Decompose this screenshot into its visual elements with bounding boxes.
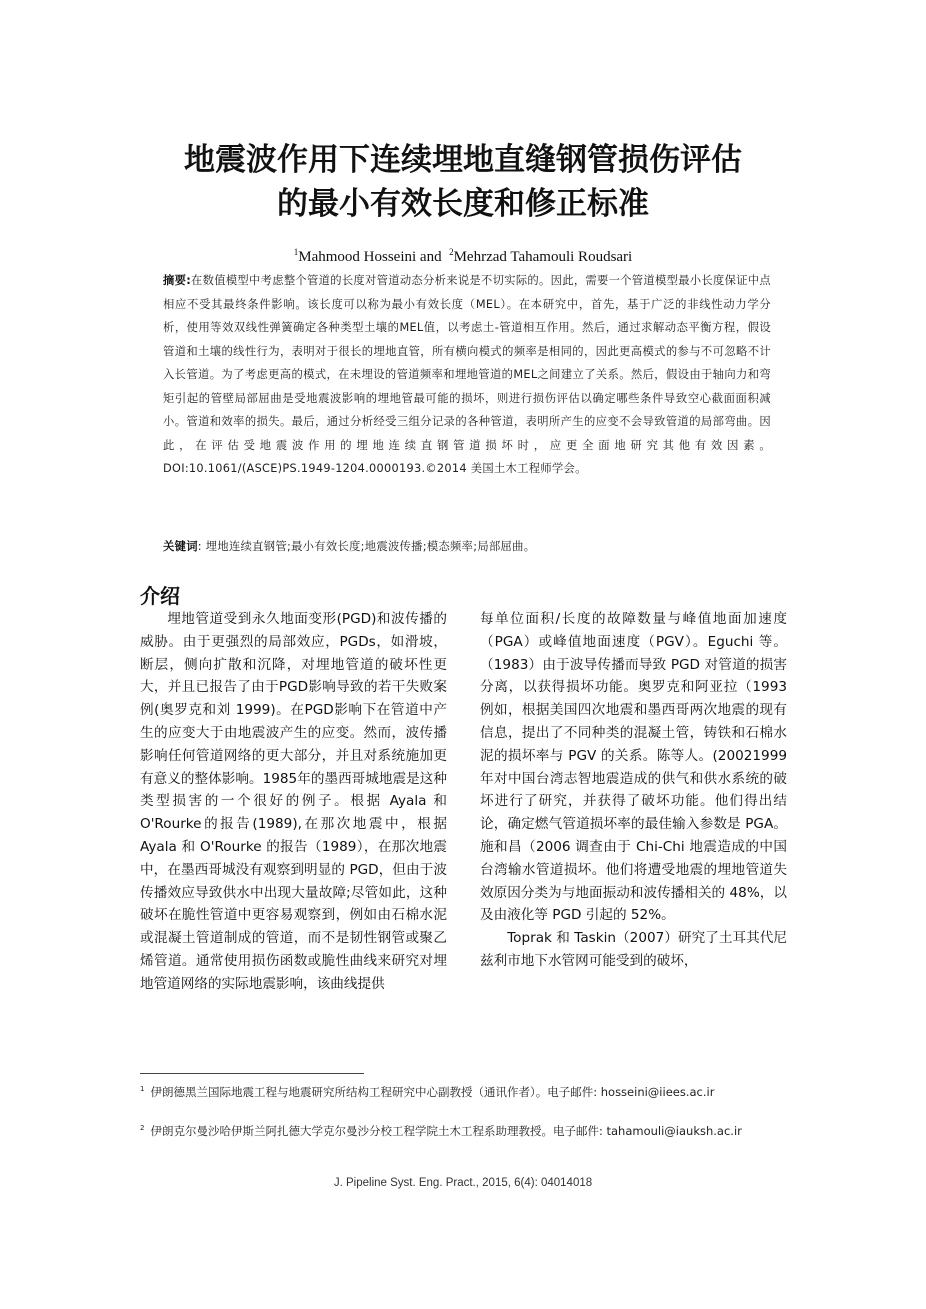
keywords-text: : 埋地连续直钢管;最小有效长度;地震波传播;模态频率;局部屈曲。 [197,540,536,553]
keywords [163,537,771,557]
right-paragraph-2: Toprak 和 Taskin（2007）研究了土耳其代尼兹利市地下水管网可能受到的破坏， [480,930,787,969]
footnote-divider [140,1073,364,1074]
footnote-2-text: 伊朗克尔曼沙哈伊斯兰阿扎德大学克尔曼沙分校工程学院土木工程系助理教授。电子邮件: tahamouli@iauksh.ac.ir [150,1123,742,1138]
right-paragraph-1: 每单位面积/长度的故障数量与峰值地面加速度（PGA）或峰值地面速度（PGV）。Eguchi 等。（1983）由于波导传播而导致 PGD 对管道的损害分离，以获得损坏功能。奥罗克和阿亚拉（1993 例如，根据美国四次地震和墨西哥两次地震的现有信息，提出了不同种类的混凝土管，铸铁和石棉水泥的损坏率与 PGV 的关系。陈等人。(20021999 年对中国台湾志智地震造成的供气和供水系统的破坏进行了研究，并获得了破坏功能。他们得出结论，确定燃气管道损坏率的最佳输入参数是 PGA。施和昌（2006 调查由于 Chi-Chi 地震造成的中国台湾输水管道损坏。他们将遭受地震的埋地管道失效原因分类为与地面振动和波传播相关的 48%，以及由液化等 PGD 引起的 52%。 [480,611,787,924]
author-1-affiliation-mark: 1 [293,247,299,257]
author-2-affiliation-mark: 2 [449,247,454,257]
abstract-label: 摘要: [163,274,192,287]
abstract-text: 在数值模型中考虑整个管道的长度对管道动态分析来说是不切实际的。因此，需要一个管道模型最小长度保证中点相应不受其最终条件影响。该长度可以称为最小有效长度（MEL）。在本研究中，首先，基于广泛的非线性动力学分析，使用等效双线性弹簧确定各种类型土壤的MEL值，以考虑土-管道相互作用。然后，通过求解动态平衡方程，假设管道和土壤的线性行为，表明对于很长的埋地直管，所有横向模式的频率是相同的，因此更高模式的参与不可忽略不计入长管道。为了考虑更高的模式，在未埋设的管道频率和埋地管道的MEL之间建立了关系。然后，假设由于轴向力和弯矩引起的管壁局部屈曲是受地震波影响的埋地管最可能的损坏，则进行损伤评估以确定哪些条件导致空心截面面积减小。管道和效率的损失。最后，通过分析经受三组分记录的各种管道，表明所产生的应变不会导致管道的局部弯曲。因此，在评估受地震波作用的埋地连续直钢管道损坏时，应更全面地研究其他有效因素。DOI:10.1061/(ASCE)PS.1949-1204.0000193.©2014 美国土木工程师学会。 [163,274,771,475]
section-heading-introduction: 介绍 [140,584,180,608]
left-column [140,608,447,996]
abstract [163,269,771,481]
author-2-name: Mehrzad Tahamouli Roudsari [453,249,633,265]
title-line-2: 的最小有效长度和修正标准 [277,186,649,222]
title-line-1: 地震波作用下连续埋地直缝钢管损伤评估 [184,142,742,178]
keywords-label: 关键词 [163,540,198,553]
footnote-2-number: 2 [140,1124,145,1132]
paper-title [120,138,806,226]
right-column [480,608,787,973]
author-1-name: Mahmood Hosseini and [298,249,442,265]
author-list [0,247,926,266]
footnote-2 [140,1119,786,1140]
left-paragraph-1: 埋地管道受到永久地面变形(PGD)和波传播的威胁。由于更强烈的局部效应，PGDs，如滑坡，断层，侧向扩散和沉降，对埋地管道的破坏性更大，并且已报告了由于PGD影响导致的若干失败案例(奥罗克和刘 1999)。在PGD影响下在管道中产生的应变大于由地震波产生的应变。然而，波传播影响任何管道网络的更大部分，并且对系统施加更有意义的整体影响。1985年的墨西哥城地震是这种类型损害的一个很好的例子。根据 Ayala 和O'Rourke的报告(1989),在那次地震中，根据 Ayala 和 O'Rourke 的报告（1989），在那次地震中，在墨西哥城没有观察到明显的 PGD，但由于波传播效应导致供水中出现大量故障;尽管如此，这种破坏在脆性管道中更容易观察到，例如由石棉水泥或混凝土管道制成的管道，而不是韧性钢管或聚乙烯管道。通常使用损伤函数或脆性曲线来研究对埋地管道网络的实际地震影响，该曲线提供 [140,611,447,992]
footnote-1-text: 伊朗德黑兰国际地震工程与地震研究所结构工程研究中心副教授（通讯作者）。电子邮件: hosseini@iiees.ac.ir [150,1084,715,1099]
journal-citation-footer: J. Pipeline Syst. Eng. Pract., 2015, 6(4): 04014018 [333,1177,593,1189]
footnote-1-number: 1 [140,1085,145,1093]
footnote-1 [140,1080,786,1101]
